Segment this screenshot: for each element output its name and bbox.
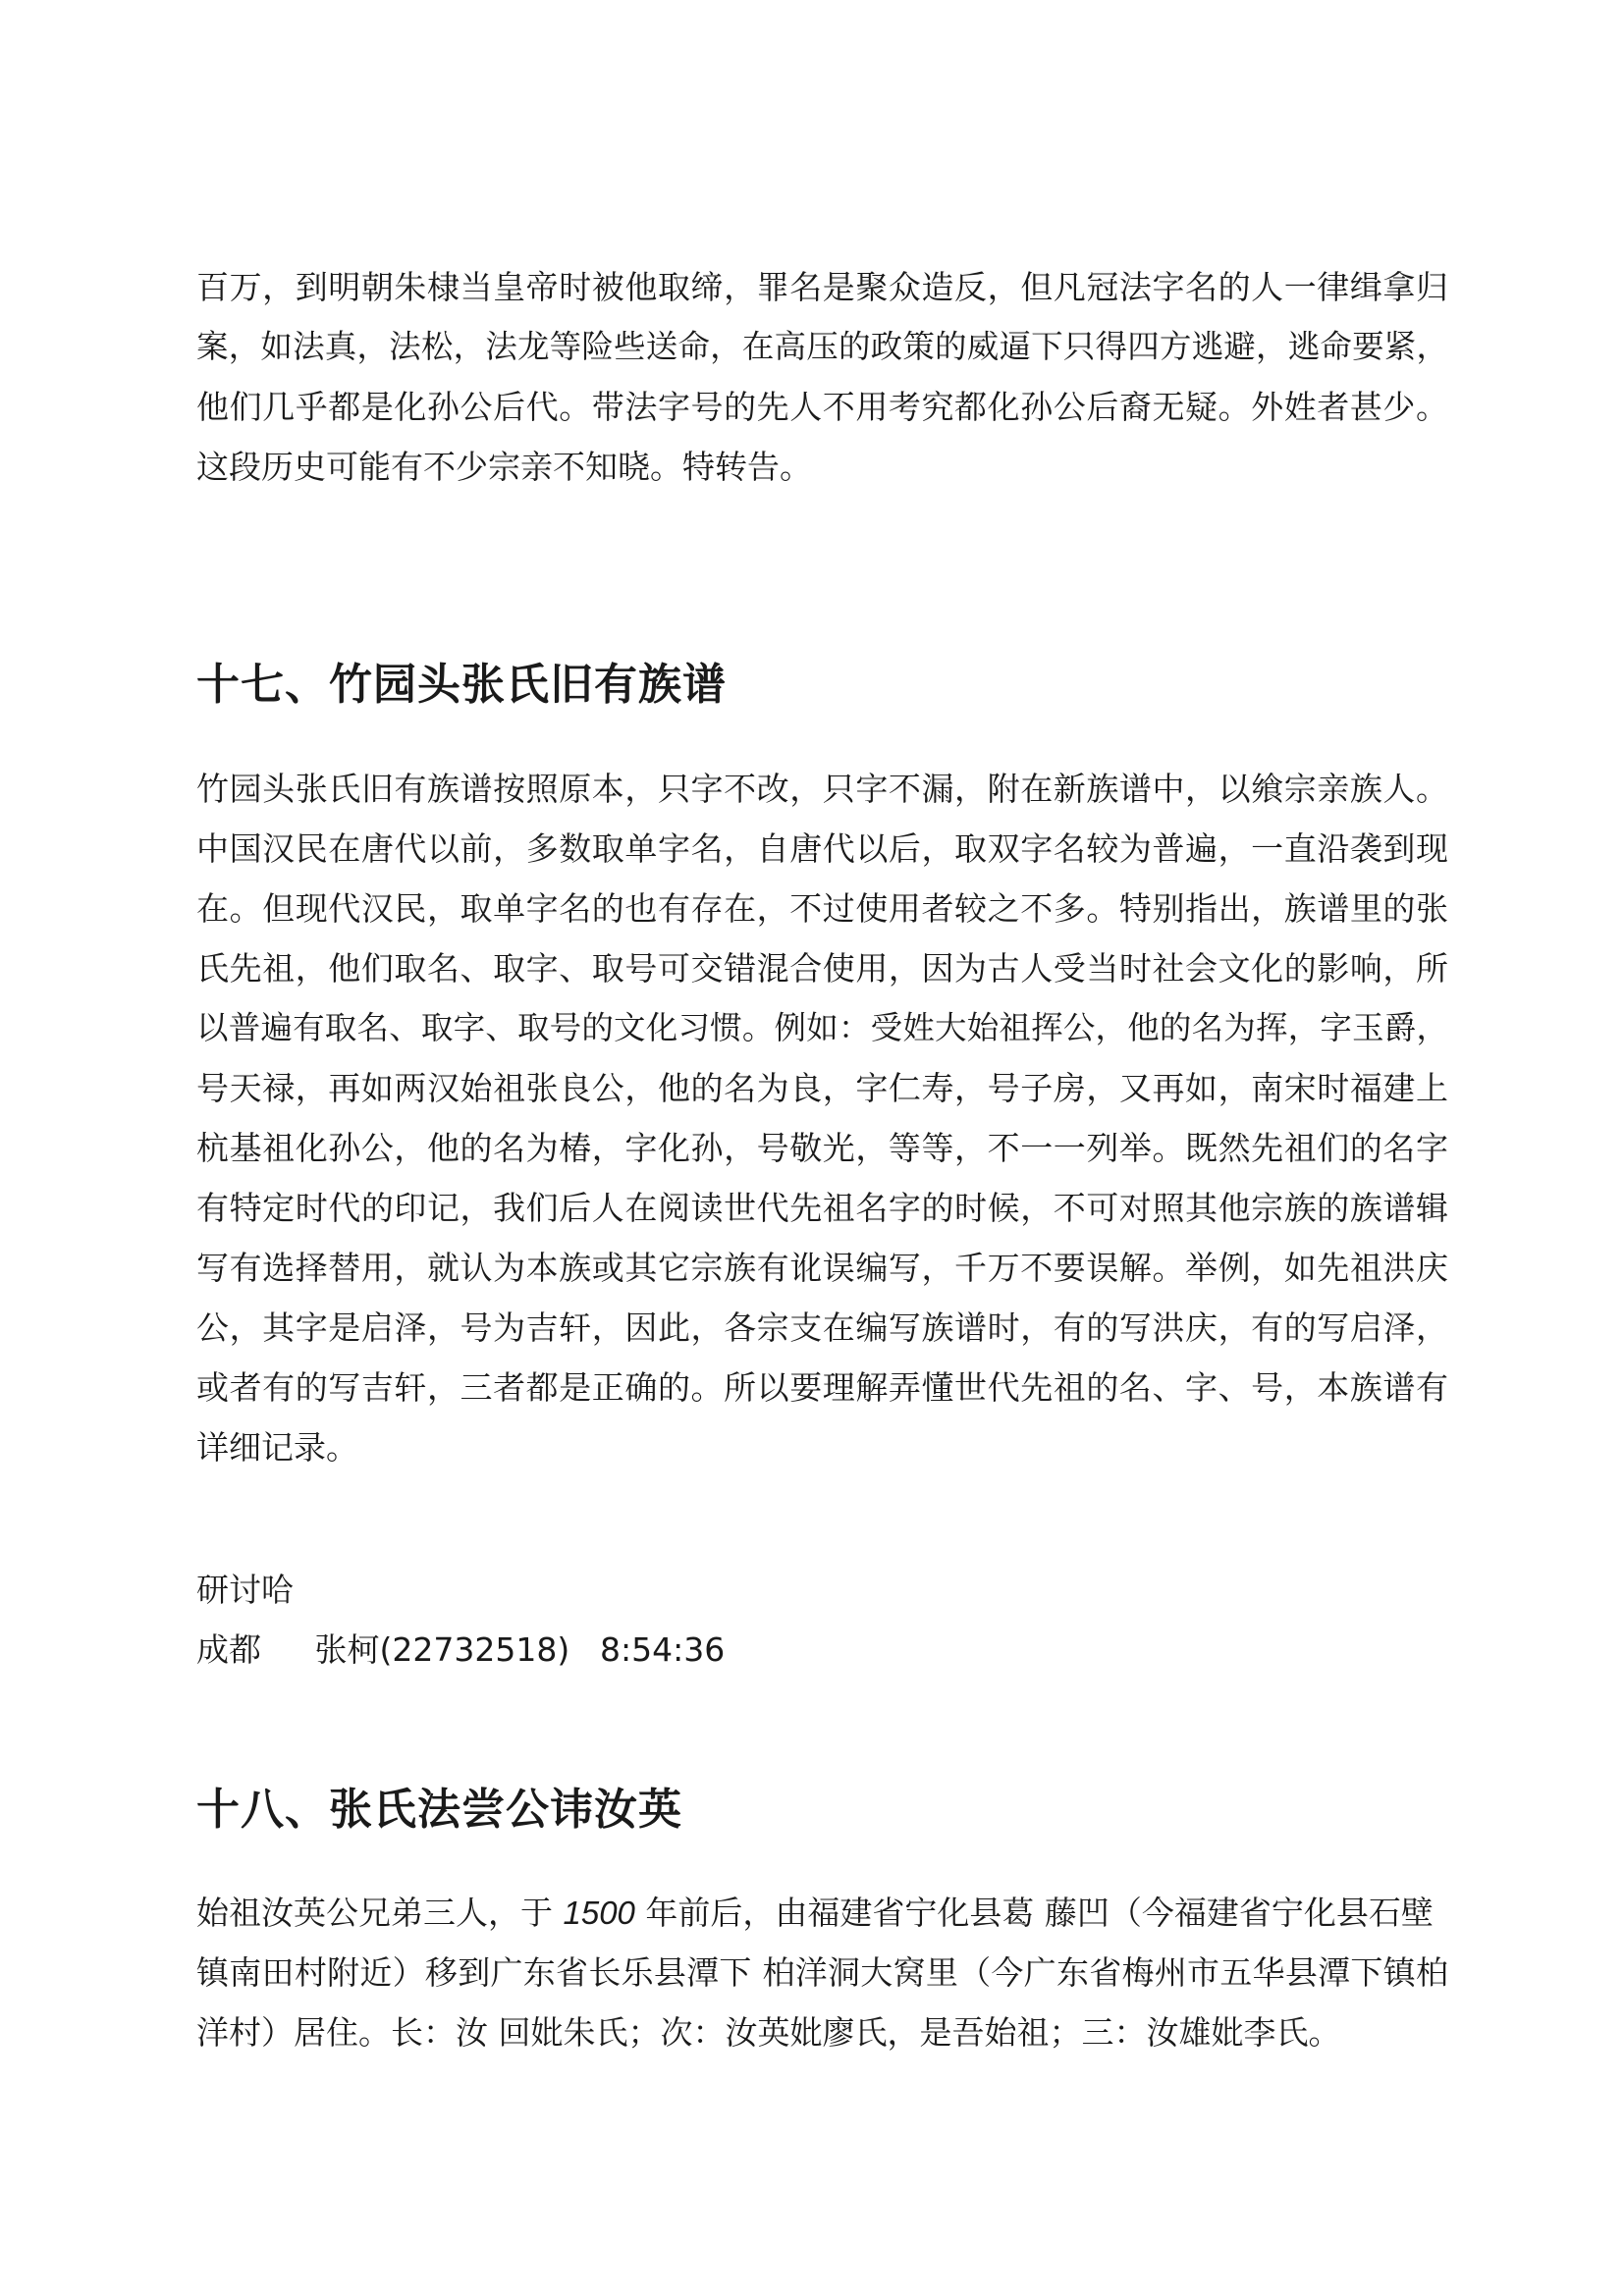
section18-paragraph [196, 1883, 1448, 2062]
signature-line [196, 1620, 725, 1680]
paragraph-line: 有特定时代的印记，我们后人在阅读世代先祖名字的时候，不可对照其他宗族的族谱辑 [196, 1189, 1448, 1227]
paragraph-line: 这段历史可能有不少宗亲不知晓。特转告。 [196, 448, 812, 486]
paragraph-line: 以普遍有取名、取字、取号的文化习惯。例如：受姓大始祖挥公，他的名为挥，字玉爵， [196, 1009, 1448, 1046]
signature-name: 张柯(22732518) [314, 1630, 570, 1669]
paragraph-line: 杭基祖化孙公，他的名为椿，字化孙，号敬光，等等，不一一列举。既然先祖们的名字 [196, 1129, 1448, 1167]
paragraph-line: 详细记录。 [196, 1428, 358, 1467]
section17-paragraph [196, 759, 1448, 1477]
signature-time: 8:54:36 [600, 1630, 726, 1669]
paragraph-line: 在。但现代汉民，取单字名的也有存在，不过使用者较之不多。特别指出，族谱里的张 [196, 889, 1448, 928]
paragraph-line: 镇南田村附近）移到广东省长乐县潭下 柏洋洞大窝里（今广东省梅州市五华县潭下镇柏 [196, 1953, 1448, 1992]
discussion-note: 研讨哈 [196, 1571, 294, 1609]
paragraph-line: 写有选择替用，就认为本族或其它宗族有讹误编写，千万不要误解。举例，如先祖洪庆 [196, 1249, 1448, 1287]
paragraph-line: 号天禄，再如两汉始祖张良公，他的名为良，字仁寿，号子房，又再如，南宋时福建上 [196, 1069, 1448, 1107]
year-value: 1500 [563, 1895, 635, 1931]
paragraph-line: 公，其字是启泽，号为吉轩，因此，各宗支在编写族谱时，有的写洪庆，有的写启泽， [196, 1308, 1448, 1347]
paragraph-line: 或者有的写吉轩，三者都是正确的。所以要理解弄懂世代先祖的名、字、号，本族谱有 [196, 1368, 1448, 1407]
paragraph-line: 百万，到明朝朱棣当皇帝时被他取缔，罪名是聚众造反，但凡冠法字名的人一律缉拿归 [196, 268, 1448, 306]
signature-place: 成都 [196, 1630, 261, 1669]
line-text: 始祖汝英公兄弟三人，于 [196, 1894, 564, 1932]
paragraph-line: 他们几乎都是化孙公后代。带法字号的先人不用考究都化孙公后裔无疑。外姓者甚少。 [196, 388, 1448, 426]
line-text: 年前后，由福建省宁化县葛 藤凹（今福建省宁化县石壁 [634, 1894, 1434, 1932]
section16-tail-paragraph [196, 257, 1448, 497]
paragraph-line: 中国汉民在唐代以前，多数取单字名，自唐代以后，取双字名较为普遍，一直沿袭到现 [196, 829, 1448, 868]
paragraph-line: 案，如法真，法松，法龙等险些送命，在高压的政策的威逼下只得四方逃避，逃命要紧， [196, 328, 1448, 365]
paragraph-line: 氏先祖，他们取名、取字、取号可交错混合使用，因为古人受当时社会文化的影响，所 [196, 949, 1448, 988]
paragraph-line: 竹园头张氏旧有族谱按照原本，只字不改，只字不漏，附在新族谱中，以飨宗亲族人。 [196, 770, 1448, 808]
paragraph-line [196, 1883, 1448, 1943]
section-heading: 十七、竹园头张氏旧有族谱 [196, 660, 727, 710]
paragraph-line: 洋村）居住。长：汝 回妣朱氏；次：汝英妣廖氏，是吾始祖；三：汝雄妣李氏。 [196, 2013, 1341, 2052]
section-heading: 十八、张氏法尝公讳汝英 [196, 1785, 682, 1835]
